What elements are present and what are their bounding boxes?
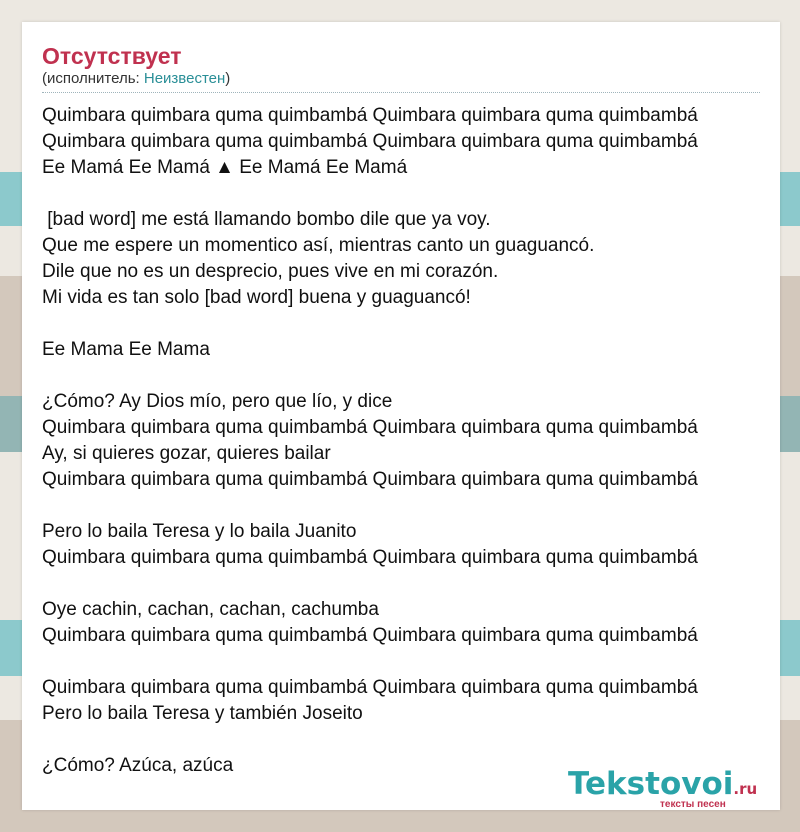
lyric-line	[42, 363, 760, 389]
lyric-line: ¿Cómo? Azúca, azúca	[42, 755, 234, 776]
logo-tld: .ru	[733, 780, 758, 798]
lyric-line	[42, 493, 760, 519]
lyric-line: Quimbara quimbara quma quimbambá Quimbara quimbara quma quimbambá	[42, 625, 698, 646]
lyric-line: Que me espere un momentico así, mientras canto un guaguancó.	[42, 235, 595, 256]
artist-suffix: )	[225, 70, 231, 87]
lyric-line	[42, 311, 760, 337]
lyric-line: ¿Cómo? Ay Dios mío, pero que lío, y dice	[42, 391, 393, 412]
lyric-line	[42, 649, 760, 675]
lyric-line: Quimbara quimbara quma quimbambá Quimbara quimbara quma quimbambá	[42, 547, 698, 568]
lyric-line: Ay, si quieres gozar, quieres bailar	[42, 443, 331, 464]
lyric-line: Dile que no es un desprecio, pues vive en mi corazón.	[42, 261, 499, 282]
song-title: Отсутствует	[42, 43, 182, 69]
lyric-line: Mi vida es tan solo [bad word] buena y guaguancó!	[42, 287, 471, 308]
site-logo[interactable]	[568, 766, 778, 816]
lyric-line	[42, 727, 760, 753]
lyric-line: Pero lo baila Teresa y lo baila Juanito	[42, 521, 357, 542]
logo-tagline: тексты песен	[660, 799, 726, 810]
lyric-line	[42, 181, 760, 207]
lyric-line: Quimbara quimbara quma quimbambá Quimbara quimbara quma quimbambá	[42, 105, 698, 126]
lyric-line: Ee Mama Ee Mama	[42, 339, 210, 360]
lyric-line: Ee Mamá Ee Mamá ▲ Ee Mamá Ee Mamá	[42, 157, 408, 178]
artist-line	[42, 70, 760, 93]
lyric-line: Quimbara quimbara quma quimbambá Quimbara quimbara quma quimbambá	[42, 131, 698, 152]
artist-link[interactable]: Неизвестен	[143, 70, 226, 87]
lyric-line: [bad word] me está llamando bombo dile que ya voy.	[42, 209, 491, 230]
logo-name: Tekstovoi	[568, 766, 734, 802]
lyric-line: Quimbara quimbara quma quimbambá Quimbara quimbara quma quimbambá	[42, 417, 698, 438]
lyrics-card	[22, 22, 780, 810]
lyric-line: Pero lo baila Teresa y también Joseito	[42, 703, 363, 724]
lyric-line	[42, 571, 760, 597]
artist-prefix: (исполнитель:	[42, 70, 144, 87]
lyric-line: Quimbara quimbara quma quimbambá Quimbara quimbara quma quimbambá	[42, 677, 698, 698]
lyrics-text	[42, 103, 760, 779]
lyric-line: Quimbara quimbara quma quimbambá Quimbara quimbara quma quimbambá	[42, 469, 698, 490]
lyric-line: Oye cachin, cachan, cachan, cachumba	[42, 599, 379, 620]
